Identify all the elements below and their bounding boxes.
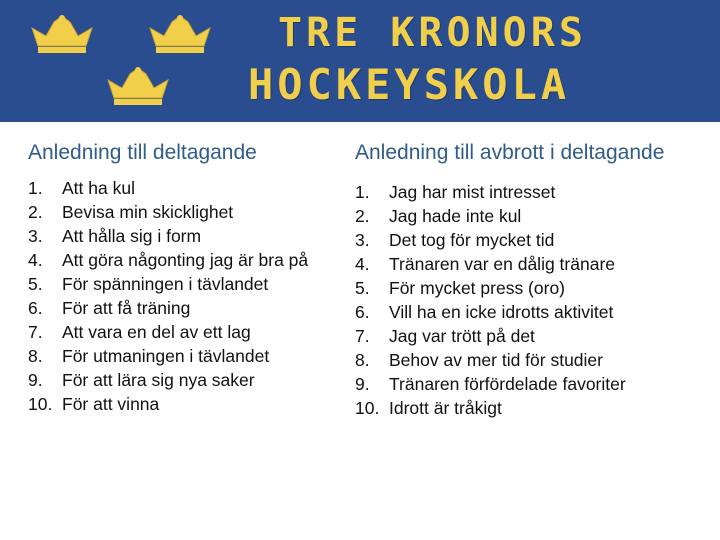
list-item: [355, 252, 705, 276]
list-item-text: Idrott är tråkigt: [389, 398, 502, 418]
list-item: [355, 324, 705, 348]
list-item: [28, 224, 328, 248]
list-item: [28, 200, 328, 224]
participation-reasons-column: [28, 140, 328, 416]
list-item: [28, 392, 328, 416]
list-item: [355, 348, 705, 372]
list-item-number: 5.: [28, 274, 43, 294]
list-item-text: Att göra någonting jag är bra på: [62, 250, 309, 270]
list-item: [28, 176, 328, 200]
list-item-text: Bevisa min skicklighet: [62, 202, 234, 222]
list-item-text: För att lära sig nya saker: [62, 370, 255, 390]
list-item-text: Behov av mer tid för studier: [389, 350, 603, 370]
list-item-number: 5.: [355, 278, 370, 298]
list-item-text: För utmaningen i tävlandet: [62, 346, 270, 366]
banner-title-line2: HOCKEYSKOLA: [248, 60, 571, 109]
list-item-text: För att vinna: [62, 394, 160, 414]
list-item-number: 2.: [28, 202, 43, 222]
list-item-text: För att få träning: [62, 298, 191, 318]
list-item-number: 4.: [28, 250, 43, 270]
list-item-number: 8.: [355, 350, 370, 370]
list-item-number: 3.: [28, 226, 43, 246]
list-item-number: 7.: [28, 322, 43, 342]
list-item-number: 6.: [28, 298, 43, 318]
list-item-number: 9.: [28, 370, 43, 390]
list-item-text: För spänningen i tävlandet: [62, 274, 269, 294]
list-item-text: Det tog för mycket tid: [389, 230, 555, 250]
list-item-number: 1.: [28, 178, 43, 198]
list-item-number: 10.: [28, 394, 53, 414]
list-item: [355, 396, 705, 420]
list-item-number: 6.: [355, 302, 370, 322]
crown-icon: [146, 14, 214, 54]
list-item-text: Tränaren förfördelade favoriter: [389, 374, 626, 394]
participation-heading: Anledning till deltagande: [28, 141, 257, 164]
list-item-number: 10.: [355, 398, 380, 418]
list-item: [28, 296, 328, 320]
crown-icon: [28, 14, 96, 54]
list-item-text: Jag var trött på det: [389, 326, 535, 346]
list-item-text: Att hålla sig i form: [62, 226, 202, 246]
dropout-heading: Anledning till avbrott i deltagande: [355, 141, 665, 164]
dropout-reasons-column: [355, 140, 705, 420]
list-item-text: Att ha kul: [62, 178, 135, 198]
list-item: [355, 276, 705, 300]
list-item: [28, 272, 328, 296]
list-item: [355, 228, 705, 252]
dropout-list: [355, 180, 705, 420]
list-item-text: För mycket press (oro): [389, 278, 565, 298]
list-item: [355, 300, 705, 324]
list-item-number: 7.: [355, 326, 370, 346]
list-item-number: 4.: [355, 254, 370, 274]
list-item-number: 3.: [355, 230, 370, 250]
crown-icon: [104, 66, 172, 106]
list-item-number: 8.: [28, 346, 43, 366]
banner-title-line1: TRE KRONORS: [278, 10, 587, 56]
list-item: [28, 344, 328, 368]
list-item: [28, 248, 328, 272]
list-item: [355, 372, 705, 396]
list-item-number: 2.: [355, 206, 370, 226]
list-item-text: Att vara en del av ett lag: [62, 322, 251, 342]
list-item: [28, 368, 328, 392]
list-item-text: Vill ha en icke idrotts aktivitet: [389, 302, 614, 322]
list-item-text: Jag hade inte kul: [389, 206, 522, 226]
participation-list: [28, 176, 328, 416]
list-item: [355, 204, 705, 228]
list-item: [355, 180, 705, 204]
list-item-text: Tränaren var en dålig tränare: [389, 254, 616, 274]
list-item-number: 1.: [355, 182, 370, 202]
header-banner: [0, 0, 720, 122]
list-item-number: 9.: [355, 374, 370, 394]
list-item-text: Jag har mist intresset: [389, 182, 556, 202]
list-item: [28, 320, 328, 344]
